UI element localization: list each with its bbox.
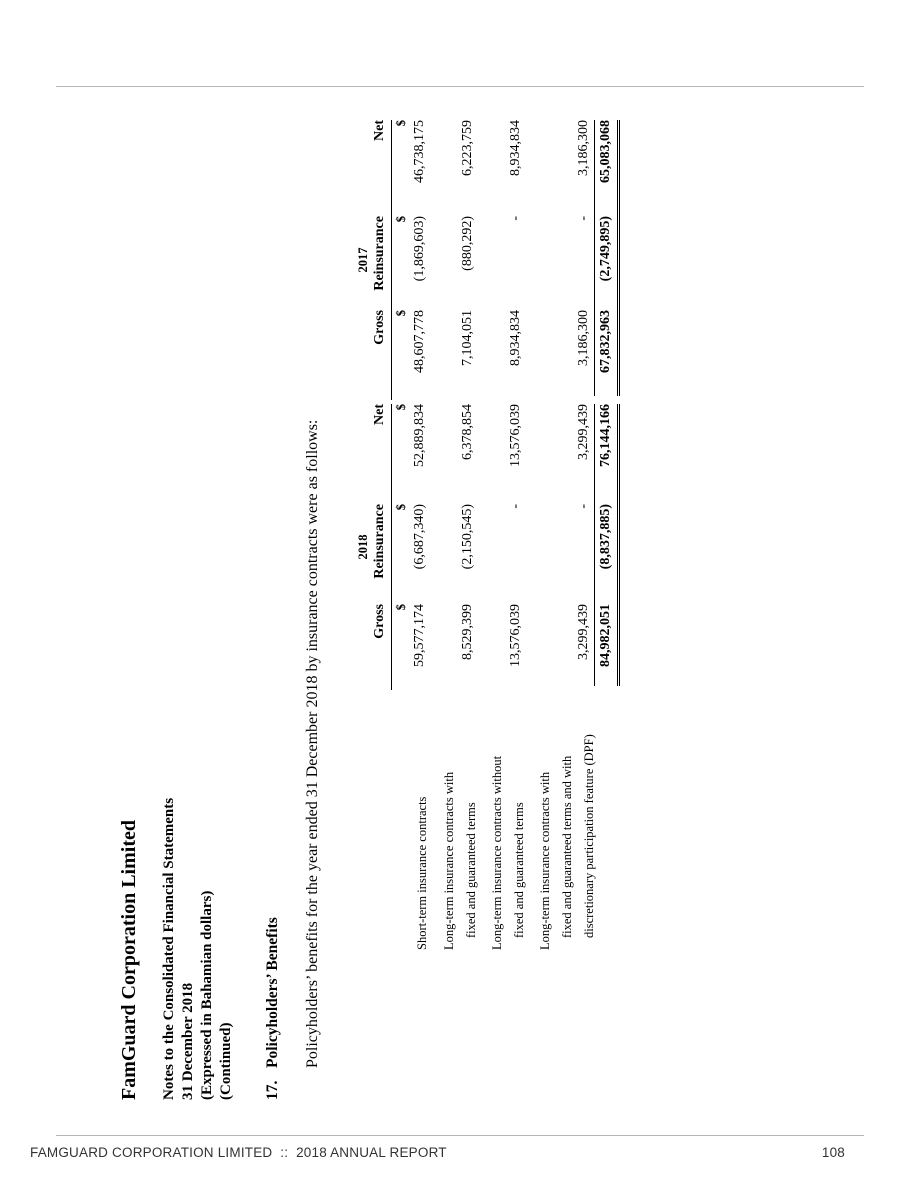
subtotal-underline-2018: [594, 404, 595, 686]
table-cell: 7,104,051: [460, 310, 475, 366]
col-header-gross-2017: Gross: [372, 310, 387, 345]
row-label-line: Long-term insurance contracts with: [442, 771, 456, 950]
row-label-line: Long-term insurance contracts with: [538, 771, 552, 950]
row-label: [415, 797, 429, 950]
row-label-line: fixed and guaranteed terms: [464, 802, 478, 938]
table-cell: 52,889,834: [412, 404, 427, 467]
intro-paragraph: Policyholders’ benefits for the year ended 31 December 2018 by insurance contracts were as follows:: [304, 419, 321, 1068]
total-cell: 67,832,963: [598, 310, 613, 373]
table-cell: 59,577,174: [412, 604, 427, 667]
row-label-line: Long-term insurance contracts without: [490, 755, 504, 950]
row-label: [486, 756, 530, 950]
col-header-net-2018: Net: [372, 404, 387, 425]
top-rule: [56, 86, 864, 87]
year-heading-2017: 2017: [356, 247, 370, 273]
currency-symbol: $: [394, 404, 408, 411]
subtotal-underline-2017: [594, 120, 595, 396]
year-heading-2018: 2018: [356, 534, 370, 560]
table-cell: 3,299,439: [576, 604, 591, 660]
table-cell: 8,529,399: [460, 604, 475, 660]
table-cell: 13,576,039: [508, 604, 523, 667]
table-cell: (880,292): [460, 216, 475, 271]
col-header-gross-2018: Gross: [372, 604, 387, 639]
table-cell: -: [508, 216, 523, 221]
table-cell: 8,934,834: [508, 120, 523, 176]
table-cell: -: [576, 504, 591, 509]
header-underline-2018: [391, 404, 392, 690]
header-line: (Expressed in Bahamian dollars): [199, 890, 215, 1100]
row-label-line: fixed and guaranteed terms: [512, 802, 526, 938]
table-cell: (6,687,340): [412, 504, 427, 570]
total-double-underline-2017: [617, 120, 620, 396]
notes-header: [160, 798, 236, 1100]
table-cell: (1,869,603): [412, 216, 427, 282]
table-cell: 8,934,834: [508, 310, 523, 366]
page-footer: [30, 1145, 845, 1160]
row-label-line: Short-term insurance contracts: [415, 796, 429, 950]
section-title: Policyholders’ Benefits: [264, 917, 281, 1068]
table-cell: 6,378,854: [460, 404, 475, 460]
section-heading: [264, 917, 282, 1100]
row-label: [534, 734, 600, 950]
col-header-reinsurance-2017: Reinsurance: [372, 216, 387, 291]
col-header-net-2017: Net: [372, 120, 387, 141]
table-cell: 48,607,778: [412, 310, 427, 373]
header-line: (Continued): [218, 1022, 234, 1100]
bottom-rule: [56, 1135, 864, 1136]
table-cell: 13,576,039: [508, 404, 523, 467]
total-double-underline-2018: [617, 404, 620, 686]
page-number: 108: [821, 1145, 845, 1160]
table-cell: 3,299,439: [576, 404, 591, 460]
table-cell: -: [576, 216, 591, 221]
header-line: Notes to the Consolidated Financial Statements: [161, 797, 177, 1100]
header-underline-2017: [391, 120, 392, 400]
currency-symbol: $: [394, 120, 408, 127]
col-header-reinsurance-2018: Reinsurance: [372, 504, 387, 579]
total-cell: 84,982,051: [598, 604, 613, 667]
table-cell: -: [508, 504, 523, 509]
table-cell: 3,186,300: [576, 310, 591, 366]
table-cell: 6,223,759: [460, 120, 475, 176]
total-cell: (2,749,895): [598, 216, 613, 282]
section-number: 17.: [264, 1080, 281, 1100]
table-cell: 46,738,175: [412, 120, 427, 183]
header-line: 31 December 2018: [180, 982, 196, 1100]
row-label-line: discretionary participation feature (DPF): [582, 734, 596, 938]
currency-symbol: $: [394, 216, 408, 223]
table-cell: (2,150,545): [460, 504, 475, 570]
total-cell: 76,144,166: [598, 404, 613, 467]
currency-symbol: $: [394, 604, 408, 611]
currency-symbol: $: [394, 310, 408, 317]
table-cell: 3,186,300: [576, 120, 591, 176]
row-label: [438, 772, 482, 950]
currency-symbol: $: [394, 504, 408, 511]
company-name: FamGuard Corporation Limited: [118, 820, 140, 1100]
rotated-page-content: [110, 110, 650, 1100]
total-cell: (8,837,885): [598, 504, 613, 570]
footer-report-title: FAMGUARD CORPORATION LIMITED :: 2018 ANNUAL REPORT: [30, 1145, 447, 1160]
row-label-line: fixed and guaranteed terms and with: [560, 755, 574, 938]
total-cell: 65,083,068: [598, 120, 613, 183]
